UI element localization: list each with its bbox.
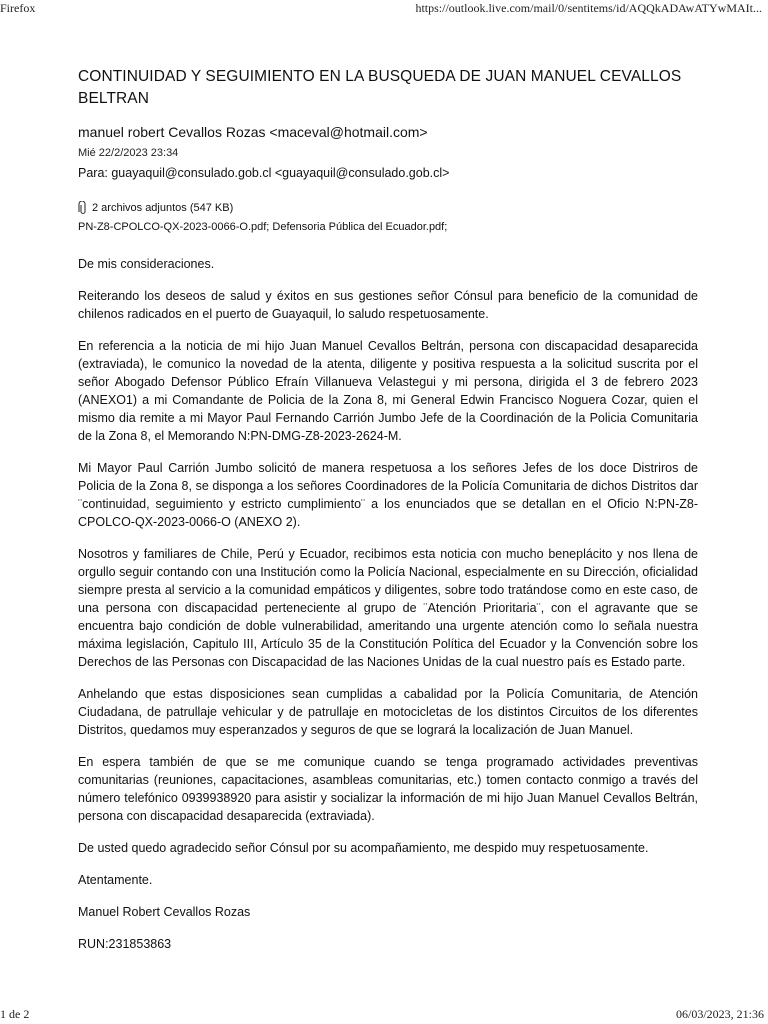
attachments-count: 2 archivos adjuntos (547 KB) [92, 202, 234, 214]
email-message [78, 66, 698, 967]
print-footer [0, 1006, 768, 1024]
body-paragraph: Mi Mayor Paul Carrión Jumbo solicitó de manera respetuosa a los señores Jefes de los doce Distriros de Policia de la Zona 8, se disponga a los señores Coordinadores de la Policía Comunitaria de dichos Distritos dar ¨continuidad, seguimiento y estricto cumplimiento¨ a los enunciados que se detallan en el Oficio N:PN-Z8-CPOLCO-QX-2023-0066-O (ANEXO 2). [78, 461, 698, 529]
browser-name: Firefox [0, 1, 36, 15]
attachments-summary[interactable] [78, 201, 698, 215]
signature-name: Manuel Robert Cevallos Rozas [78, 905, 251, 919]
closing: Atentamente. [78, 873, 153, 887]
signature-run: RUN:231853863 [78, 937, 172, 951]
body-paragraph: De mis consideraciones. [78, 257, 215, 271]
email-subject: CONTINUIDAD Y SEGUIMIENTO EN LA BUSQUEDA DE JUAN MANUEL CEVALLOS BELTRAN [78, 68, 682, 107]
email-sender[interactable]: manuel robert Cevallos Rozas <maceval@hotmail.com> [78, 124, 428, 140]
attachments-list[interactable]: PN-Z8-CPOLCO-QX-2023-0066-O.pdf; Defensoria Pública del Ecuador.pdf; [78, 221, 448, 233]
email-body [78, 255, 698, 953]
body-paragraph: En referencia a la noticia de mi hijo Juan Manuel Cevallos Beltrán, persona con discapacidad desaparecida (extraviada), le comunico la novedad de la atenta, diligente y positiva respuesta a la solicitud suscrita por el señor Abogado Defensor Público Efraín Villanueva Velastegui y mi persona, dirigida el 3 de febrero 2023 (ANEXO1) a mi Comandante de Policia de la Zona 8, mi General Edwin Francisco Noguera Cozar, quien el mismo dia remite a mi Mayor Paul Fernando Carrión Jumbo Jefe de la Coordinación de la Policia Comunitaria de la Zona 8, el Memorando N:PN-DMG-Z8-2023-2624-M. [78, 339, 698, 443]
page-url: https://outlook.live.com/mail/0/sentitems/id/AQQkADAwATYwMAIt... [415, 1, 762, 15]
page-number: 1 de 2 [0, 1007, 30, 1021]
body-paragraph: De usted quedo agradecido señor Cónsul por su acompañamiento, me despido muy respetuosamente. [78, 841, 649, 855]
body-paragraph: Nosotros y familiares de Chile, Perú y Ecuador, recibimos esta noticia con mucho beneplácito y nos llena de orgullo seguir contando con una Institución como la Policía Nacional, especialmente en su Dirección, oficialidad siempre presta al servicio a la comunidad empáticos y diligentes, sobre todo tratándose como en este caso, de una persona con discapacidad perteneciente al grupo de ¨Atención Prioritaria¨, con el agravante que se encuentra bajo condición de doble vulnerabilidad, ameritando una urgente atención como lo señala nuestra máxima legislación, Capitulo III, Artículo 35 de la Constitución Política del Ecuador y la Convención sobre los Derechos de las Personas con Discapacidad de las Naciones Unidas de la cual nuestro país es Estado parte. [78, 547, 698, 669]
email-recipient[interactable]: Para: guayaquil@consulado.gob.cl <guayaquil@consulado.gob.cl> [78, 166, 450, 180]
body-paragraph: En espera también de que se me comunique cuando se tenga programado actividades preventivas comunitarias (reuniones, capacitaciones, asambleas comunitarias, etc.) tomen contacto conmigo a través del número telefónico 0939938920 para asistir y socializar la información de mi hijo Juan Manuel Cevallos Beltrán, persona con discapacidad desaparecida (extraviada). [78, 755, 698, 823]
paperclip-icon [78, 201, 88, 215]
print-timestamp: 06/03/2023, 21:36 [675, 1007, 764, 1021]
print-header [0, 0, 768, 18]
body-paragraph: Anhelando que estas disposiciones sean cumplidas a cabalidad por la Policía Comunitaria, de Atención Ciudadana, de patrullaje vehicular y de patrullaje en motocicletas de los distintos Circuitos de los diferentes Distritos, quedamos muy esperanzados y seguros de que se logrará la localización de Juan Manuel. [78, 687, 698, 737]
body-paragraph: Reiterando los deseos de salud y éxitos en sus gestiones señor Cónsul para beneficio de la comunidad de chilenos radicados en el puerto de Guayaquil, lo saludo respetuosamente. [78, 289, 698, 321]
email-date: Mié 22/2/2023 23:34 [78, 147, 179, 159]
